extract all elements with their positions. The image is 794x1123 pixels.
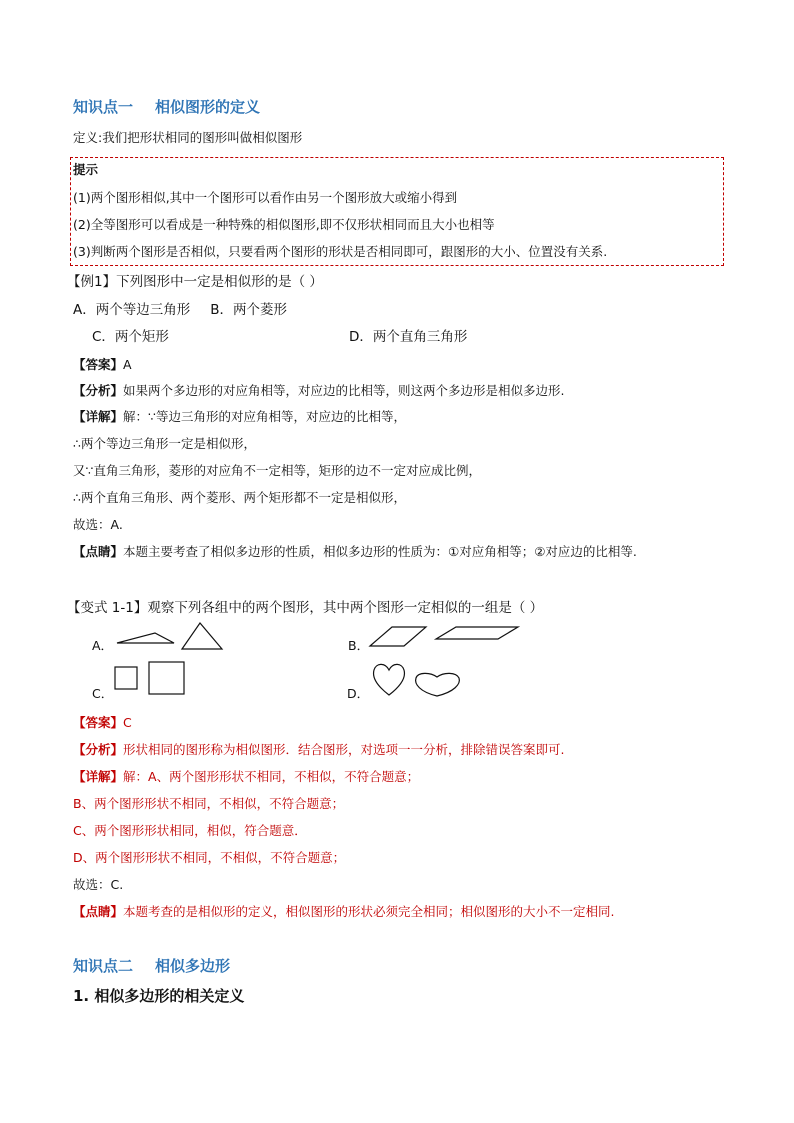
variant1-answer-value: C (123, 715, 132, 730)
tip-label: 提示 (73, 162, 99, 177)
example1-option-b: B．两个菱形 (210, 302, 288, 318)
wide-parallelogram-shape (436, 627, 518, 639)
example1-question (67, 270, 323, 290)
example1-comment-tag: 【点睛】 (73, 544, 124, 559)
variant1-option-d-figure (370, 660, 466, 700)
variant1-question (67, 596, 543, 616)
example1-comment-text: 本题主要考查了相似多边形的性质，相似多边形的性质为：①对应角相等；②对应边的比相等. (123, 544, 637, 559)
variant1-comment (73, 902, 615, 920)
variant1-option-c-figure (113, 659, 189, 697)
wide-heart-shape (416, 673, 460, 696)
section2-subtitle: 1. 相似多边形的相关定义 (73, 987, 245, 1005)
variant1-option-a-figure (114, 618, 226, 652)
variant1-analysis-text: 形状相同的图形称为相似图形．结合图形，对选项一一分析，排除错误答案即可. (123, 742, 565, 757)
section1-title (73, 96, 260, 117)
section2-title-b: 相似多边形 (155, 957, 231, 975)
example1-analysis-tag: 【分析】 (73, 383, 124, 398)
example1-answer-tag: 【答案】 (73, 357, 124, 372)
small-parallelogram-shape (370, 627, 426, 646)
variant1-analysis-tag: 【分析】 (73, 742, 124, 757)
isosceles-triangle-shape (182, 623, 222, 649)
variant1-detail-tag: 【详解】 (73, 769, 124, 784)
variant1-detail-line-4: D、两个图形形状不相同，不相似，不符合题意； (73, 850, 346, 865)
example1-detail-line-3: 又∵直角三角形，菱形的对应角不一定相等，矩形的边不一定对应成比例， (73, 463, 481, 478)
variant1-option-b-figure (368, 622, 523, 650)
tall-heart-shape (374, 664, 405, 695)
variant1-answer-tag: 【答案】 (73, 715, 124, 730)
variant1-detail-text-1: 解：A、两个图形形状不相同，不相似，不符合题意； (123, 769, 420, 784)
example1-detail-text-1: 解：∵等边三角形的对应角相等，对应边的比相等， (123, 409, 406, 424)
section2-title-a: 知识点二 (73, 957, 134, 975)
example1-option-a: A．两个等边三角形 (73, 302, 191, 318)
large-square-shape (149, 662, 184, 694)
example1-options-ab (73, 298, 287, 318)
example1-option-d: D．两个直角三角形 (349, 329, 468, 345)
example1-question-text: 下列图形中一定是相似形的是（ ） (116, 274, 323, 290)
variant1-analysis (73, 740, 565, 758)
example1-detail-tag: 【详解】 (73, 409, 124, 424)
example1-answer (73, 355, 132, 373)
tip-line-2: (2)全等图形可以看成是一种特殊的相似图形,即不仅形状相同而且大小也相等 (73, 217, 495, 232)
variant1-option-a: A． (92, 638, 114, 653)
variant1-comment-tag: 【点睛】 (73, 904, 124, 919)
example1-answer-value: A (123, 357, 132, 372)
example1-option-c: C．两个矩形 (92, 329, 169, 345)
tip-line-1: (1)两个图形相似,其中一个图形可以看作由另一个图形放大或缩小得到 (73, 190, 458, 205)
section1-title-b: 相似图形的定义 (155, 98, 261, 116)
variant1-answer (73, 713, 132, 731)
example1-detail-line-2: ∴两个等边三角形一定是相似形， (73, 436, 256, 451)
variant1-comment-text: 本题考查的是相似形的定义，相似图形的形状必须完全相同；相似图形的大小不一定相同. (123, 904, 615, 919)
variant1-tag: 【变式 1-1】 (67, 600, 148, 616)
variant1-option-b: B． (348, 638, 370, 653)
example1-detail-line-4: ∴两个直角三角形、两个菱形、两个矩形都不一定是相似形， (73, 490, 406, 505)
section2-title (73, 955, 230, 976)
example1-tag: 【例1】 (67, 274, 117, 290)
tip-line-3: (3)判断两个图形是否相似，只要看两个图形的形状是否相同即可，跟图形的大小、位置没有关系. (73, 244, 608, 259)
definition-text: 定义:我们把形状相同的图形叫做相似图形 (73, 130, 303, 145)
example1-comment (73, 542, 637, 560)
variant1-detail-line-2: B、两个图形形状不相同，不相似，不符合题意； (73, 796, 345, 811)
variant1-option-c: C． (92, 686, 114, 701)
flat-triangle-shape (117, 633, 174, 643)
variant1-detail-line-1 (73, 767, 419, 785)
variant1-detail-line-3: C、两个图形形状相同，相似，符合题意． (73, 823, 307, 838)
small-square-shape (115, 667, 137, 689)
variant1-detail-line-5: 故选：C. (73, 877, 124, 892)
example1-detail-line-1 (73, 407, 406, 425)
example1-detail-line-5: 故选：A. (73, 517, 123, 532)
variant1-option-d: D． (347, 686, 370, 701)
variant1-question-text: 观察下列各组中的两个图形，其中两个图形一定相似的一组是（ ） (147, 600, 544, 616)
example1-analysis-text: 如果两个多边形的对应角相等，对应边的比相等，则这两个多边形是相似多边形. (123, 383, 565, 398)
section1-title-a: 知识点一 (73, 98, 134, 116)
example1-analysis (73, 381, 565, 399)
